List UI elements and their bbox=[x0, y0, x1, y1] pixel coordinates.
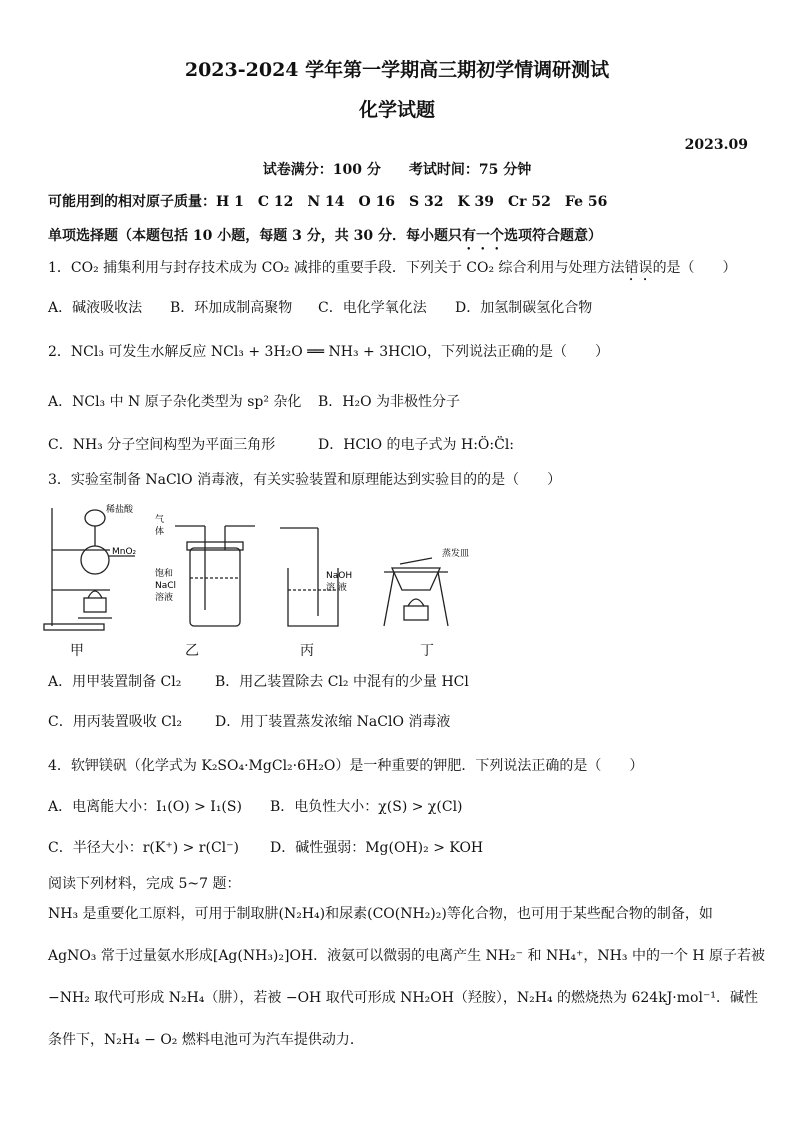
q1-stem-post: 的是（ ） bbox=[652, 260, 737, 276]
q1-option-d: D．加氢制碳氢化合物 bbox=[455, 300, 593, 316]
reading-paragraph-line-3: −NH₂ 取代可形成 N₂H₄（肼），若被 −OH 取代可形成 NH₂OH（羟胺），N₂H₄ 的燃烧热为 624kJ·mol⁻¹．碱性 bbox=[48, 990, 758, 1006]
reading-paragraph-line-4: 条件下，N₂H₄ − O₂ 燃料电池可为汽车提供动力． bbox=[48, 1032, 364, 1048]
label-saturated-1: 饱和 bbox=[155, 569, 174, 579]
label-crucible: 蒸发皿 bbox=[442, 549, 470, 559]
apparatus-yi-figure bbox=[155, 498, 265, 633]
q2-option-c: C．NH₃ 分子空间构型为平面三角形 bbox=[48, 437, 276, 453]
exam-title: 2023-2024 学年第一学期高三期初学情调研测试 bbox=[184, 59, 610, 81]
q4-option-c: C．半径大小：r(K⁺) > r(Cl⁻) bbox=[48, 840, 240, 856]
q4-stem: 4．软钾镁矾（化学式为 K₂SO₄·MgCl₂·6H₂O）是一种重要的钾肥．下列说法正确的是（ ） bbox=[48, 758, 644, 774]
q1-stem-emph: 错误 bbox=[624, 260, 653, 276]
exam-subject: 化学试题 bbox=[358, 99, 435, 121]
score-and-time: 试卷满分：100 分 考试时间：75 分钟 bbox=[262, 162, 532, 178]
q3-option-c: C．用丙装置吸收 Cl₂ bbox=[48, 714, 182, 730]
reading-paragraph-line-2: AgNO₃ 常于过量氨水形成[Ag(NH₃)₂]OH．液氨可以微弱的电离产生 NH₂⁻ 和 NH₄⁺，NH₃ 中的一个 H 原子若被 bbox=[48, 948, 766, 964]
apparatus-bing-figure bbox=[278, 498, 378, 633]
q1-stem bbox=[48, 258, 754, 284]
caption-bing: 丙 bbox=[300, 643, 314, 659]
reading-paragraph-line-1: NH₃ 是重要化工原料，可用于制取肼(N₂H₄)和尿素(CO(NH₂)₂)等化合物，也可用于某些配合物的制备，如 bbox=[48, 906, 713, 922]
q2-option-b: B．H₂O 为非极性分子 bbox=[318, 394, 461, 410]
label-gas-2: 体 bbox=[155, 527, 165, 537]
exam-date: 2023.09 bbox=[684, 137, 748, 153]
section-heading-emph: 有一个 bbox=[461, 228, 504, 244]
q1-option-c: C．电化学氧化法 bbox=[318, 300, 427, 316]
q3-stem: 3．实验室制备 NaClO 消毒液，有关实验装置和原理能达到实验目的的是（ ） bbox=[48, 472, 562, 488]
q3-option-a: A．用甲装置制备 Cl₂ bbox=[48, 674, 182, 690]
reading-intro: 阅读下列材料，完成 5~7 题： bbox=[48, 876, 241, 892]
label-mno2: MnO₂ bbox=[112, 547, 137, 557]
caption-ding: 丁 bbox=[420, 643, 434, 659]
caption-jia: 甲 bbox=[70, 643, 84, 659]
q3-option-d: D．用丁装置蒸发浓缩 NaClO 消毒液 bbox=[215, 714, 451, 730]
q2-stem: 2．NCl₃ 可发生水解反应 NCl₃ + 3H₂O ══ NH₃ + 3HClO，下列说法正确的是（ ） bbox=[48, 344, 609, 360]
caption-yi: 乙 bbox=[185, 643, 199, 659]
section-heading bbox=[48, 226, 754, 253]
q1-option-a: A．碱液吸收法 bbox=[48, 300, 143, 316]
section-heading-pre: 单项选择题（本题包括 10 小题，每题 3 分，共 30 分．每小题只 bbox=[48, 228, 462, 244]
q4-option-d: D．碱性强弱：Mg(OH)₂ > KOH bbox=[270, 840, 484, 856]
q2-option-d: D．HClO 的电子式为 H:Ö:C̈l: bbox=[318, 437, 515, 453]
label-saturated-2: NaCl bbox=[155, 581, 177, 591]
section-heading-post: 选项符合题意） bbox=[503, 228, 602, 244]
q4-option-b: B．电负性大小：χ(S) > χ(Cl) bbox=[270, 799, 463, 815]
q1-stem-pre: 1．CO₂ 捕集利用与封存技术成为 CO₂ 减排的重要手段．下列关于 CO₂ 综合利用与处理方法 bbox=[48, 260, 625, 276]
label-naoh-1: NaOH bbox=[326, 571, 353, 581]
q4-option-a: A．电离能大小：I₁(O) > I₁(S) bbox=[48, 799, 242, 815]
q1-option-b: B．环加成制高聚物 bbox=[170, 300, 293, 316]
apparatus-ding-figure bbox=[380, 498, 490, 633]
label-gas-1: 气 bbox=[155, 515, 165, 525]
atomic-masses: 可能用到的相对原子质量：H 1 C 12 N 14 O 16 S 32 K 39 Cr 52 Fe 56 bbox=[48, 194, 608, 210]
label-saturated-3: 溶液 bbox=[155, 593, 174, 603]
q2-option-a: A．NCl₃ 中 N 原子杂化类型为 sp² 杂化 bbox=[48, 394, 302, 410]
apparatus-jia-figure bbox=[40, 498, 150, 633]
label-naoh-2: 溶 液 bbox=[326, 583, 347, 593]
q3-option-b: B．用乙装置除去 Cl₂ 中混有的少量 HCl bbox=[215, 674, 469, 690]
label-dilute-hcl: 稀盐酸 bbox=[106, 505, 134, 515]
